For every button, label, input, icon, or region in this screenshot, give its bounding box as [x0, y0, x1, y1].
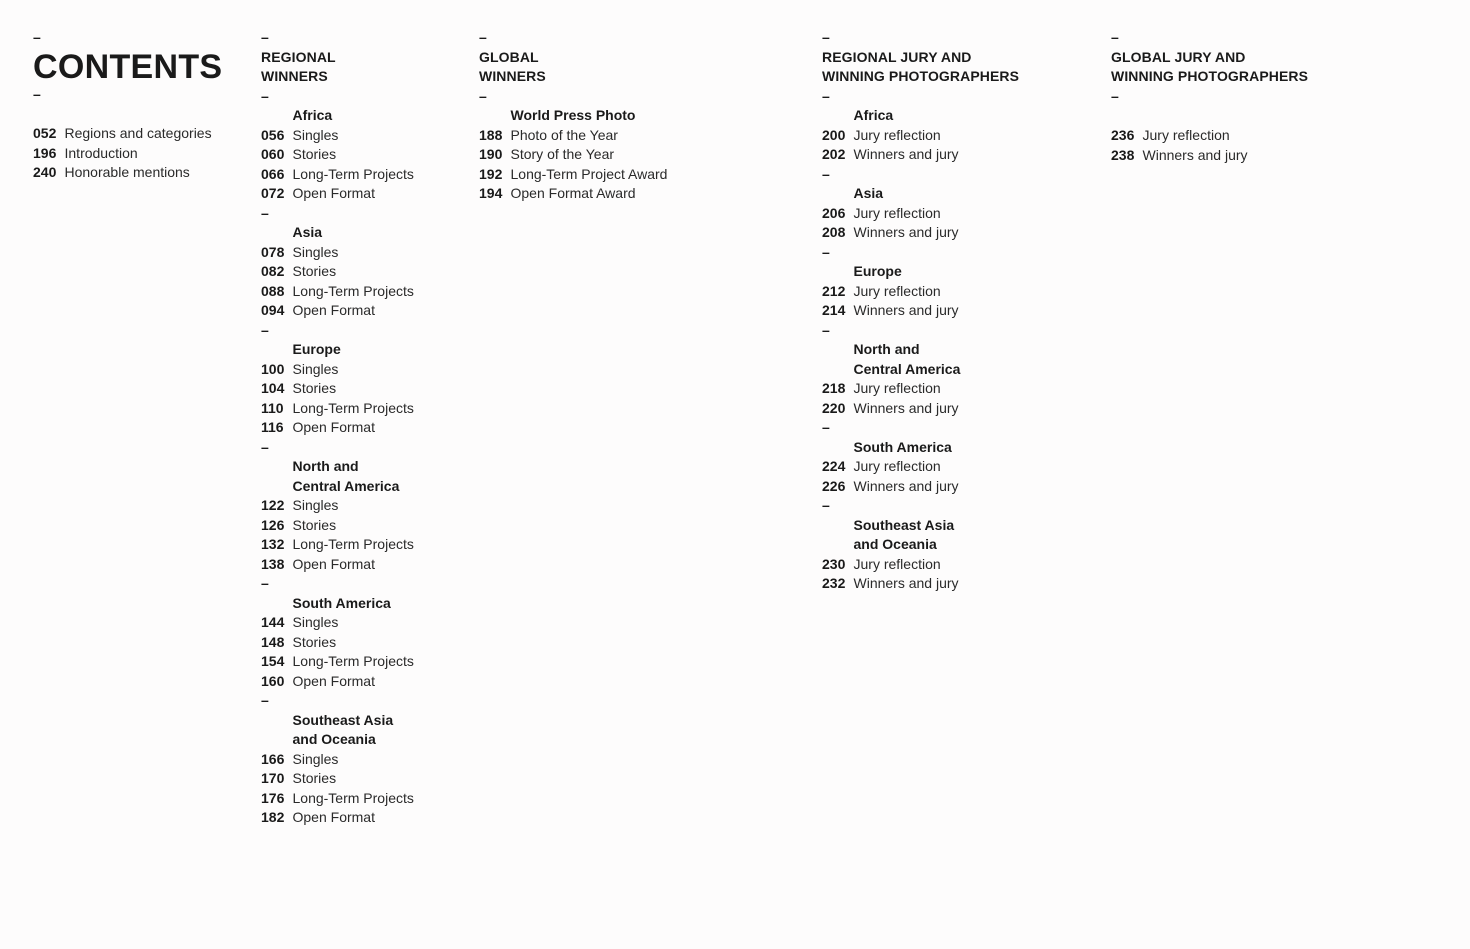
entry-label: Jury reflection — [853, 458, 941, 474]
region-title: Asia — [292, 224, 323, 240]
page-number: 192 — [479, 165, 503, 182]
toc-entry[interactable] — [1111, 126, 1411, 146]
entry-label: Regions and categories — [64, 125, 212, 141]
toc-entry[interactable] — [822, 301, 1092, 321]
entry-label: Open Format Award — [510, 185, 636, 201]
entry-label: Winners and jury — [853, 224, 959, 240]
toc-entry[interactable] — [822, 457, 1092, 477]
toc-entry[interactable] — [822, 555, 1092, 575]
toc-entry[interactable] — [822, 282, 1092, 302]
entry-label: Jury reflection — [853, 126, 941, 143]
entry-label: Jury reflection — [853, 380, 941, 396]
region-dash: – — [822, 321, 830, 338]
entry-label: Stories — [292, 633, 337, 650]
region-title: Southeast Asia and Oceania — [292, 711, 394, 747]
entry-label: Honorable mentions — [64, 164, 190, 180]
page-number: 214 — [822, 302, 846, 318]
toc-entry[interactable] — [261, 808, 471, 828]
toc-entry[interactable] — [33, 144, 248, 164]
entry-label: Stories — [292, 380, 337, 396]
toc-entry[interactable] — [261, 282, 471, 302]
entry-label: Singles — [292, 243, 339, 260]
entry-label: Winners and jury — [853, 399, 959, 416]
entry-label: Singles — [292, 750, 339, 767]
toc-entry[interactable] — [1111, 146, 1411, 166]
entry-label: Stories — [292, 516, 337, 533]
section-title: REGIONAL JURY AND WINNING PHOTOGRAPHERS — [822, 48, 1020, 84]
page-number: 132 — [261, 536, 285, 552]
page-number: 160 — [261, 672, 285, 689]
section-dash: – — [479, 29, 487, 45]
entry-label: Open Format — [292, 302, 375, 318]
global-winners-column — [479, 28, 799, 204]
entry-label: Winners and jury — [853, 477, 959, 494]
toc-entry[interactable] — [822, 145, 1092, 165]
page-number: 226 — [822, 477, 846, 494]
region-dash: – — [261, 204, 269, 221]
page-number: 200 — [822, 126, 846, 143]
region-dash: – — [261, 692, 269, 708]
toc-entry[interactable] — [261, 301, 471, 321]
toc-entry[interactable] — [479, 165, 799, 185]
title-dash: – — [33, 85, 41, 102]
toc-entry[interactable] — [479, 145, 799, 165]
entry-label: Long-Term Projects — [292, 165, 414, 182]
entry-label: Long-Term Projects — [292, 653, 414, 669]
toc-entry[interactable] — [261, 613, 471, 633]
entry-label: Long-Term Projects — [292, 536, 414, 552]
toc-entry[interactable] — [261, 535, 471, 555]
page-number: 202 — [822, 146, 846, 162]
page-number: 224 — [822, 458, 846, 474]
page-number: 212 — [822, 282, 846, 299]
region-title: World Press Photo — [510, 107, 636, 123]
region-title: Europe — [853, 263, 902, 279]
toc-entry[interactable] — [479, 184, 799, 204]
entry-label: Singles — [292, 614, 339, 630]
page-number: 194 — [479, 185, 503, 201]
page-number: 236 — [1111, 127, 1135, 143]
entry-label: Long-Term Projects — [292, 399, 414, 416]
page-number: 088 — [261, 282, 285, 299]
page-number: 104 — [261, 380, 285, 396]
page-number: 238 — [1111, 146, 1135, 163]
region-dash: – — [261, 87, 269, 104]
entry-label: Jury reflection — [853, 555, 941, 572]
page-number: 188 — [479, 126, 503, 143]
page-number: 218 — [822, 380, 846, 396]
page-number: 082 — [261, 263, 285, 279]
page-number: 056 — [261, 126, 285, 143]
region-title: Africa — [292, 107, 333, 123]
region-title: Southeast Asia and Oceania — [853, 516, 955, 552]
section-title: REGIONAL WINNERS — [261, 48, 336, 84]
section-title: GLOBAL WINNERS — [479, 48, 546, 84]
page-number: 206 — [822, 204, 846, 221]
entry-label: Winners and jury — [853, 146, 959, 162]
entry-label: Singles — [292, 497, 339, 513]
region-title: Europe — [292, 341, 341, 357]
toc-entry[interactable] — [261, 496, 471, 516]
toc-entry[interactable] — [822, 379, 1092, 399]
region-dash: – — [822, 419, 830, 435]
page-title: CONTENTS — [33, 47, 223, 86]
toc-entry[interactable] — [261, 418, 471, 438]
page-number: 176 — [261, 789, 285, 806]
regional-winners-column — [261, 28, 471, 828]
page-number: 196 — [33, 144, 57, 161]
top-dash: – — [33, 29, 41, 45]
region-title: South America — [292, 594, 391, 611]
entry-label: Winners and jury — [853, 302, 959, 318]
section-dash: – — [261, 29, 269, 45]
toc-entry[interactable] — [261, 243, 471, 263]
entry-label: Stories — [292, 146, 337, 162]
toc-entry[interactable] — [261, 633, 471, 653]
page-number: 144 — [261, 614, 285, 630]
entry-label: Long-Term Project Award — [510, 165, 668, 182]
global-jury-column — [1111, 28, 1411, 165]
toc-entry[interactable] — [33, 163, 248, 183]
page-number: 240 — [33, 164, 57, 180]
page-number: 182 — [261, 809, 285, 825]
toc-entry[interactable] — [261, 262, 471, 282]
toc-entry[interactable] — [33, 124, 248, 144]
page-number: 078 — [261, 243, 285, 260]
entry-label: Singles — [292, 126, 339, 143]
toc-entry[interactable] — [479, 126, 799, 146]
toc-entry[interactable] — [822, 126, 1092, 146]
toc-entry[interactable] — [261, 555, 471, 575]
toc-entry[interactable] — [822, 399, 1092, 419]
entry-label: Open Format — [292, 672, 375, 689]
page-number: 230 — [822, 555, 846, 572]
entry-label: Open Format — [292, 555, 375, 572]
section-dash: – — [822, 29, 830, 45]
page-number: 232 — [822, 575, 846, 591]
page-number: 100 — [261, 360, 285, 377]
page-number: 052 — [33, 125, 57, 141]
region-dash: – — [822, 497, 830, 513]
entry-label: Stories — [292, 770, 337, 786]
region-title: South America — [853, 438, 952, 455]
region-title: Asia — [853, 185, 884, 201]
entry-label: Jury reflection — [1142, 127, 1230, 143]
page-number: 122 — [261, 497, 285, 513]
entry-label: Long-Term Projects — [292, 789, 414, 806]
entry-label: Winners and jury — [853, 575, 959, 591]
region-dash: – — [261, 438, 269, 455]
entry-label: Singles — [292, 360, 339, 377]
page-number: 094 — [261, 302, 285, 318]
entry-label: Open Format — [292, 185, 375, 201]
page-number: 110 — [261, 399, 284, 416]
toc-entry[interactable] — [261, 789, 471, 809]
toc-entry[interactable] — [822, 204, 1092, 224]
page-number: 220 — [822, 399, 846, 416]
toc-entry[interactable] — [822, 574, 1092, 594]
region-dash: – — [261, 321, 269, 338]
toc-entry[interactable] — [261, 399, 471, 419]
contents-column — [33, 28, 248, 183]
entry-label: Photo of the Year — [510, 126, 618, 143]
section-dash: – — [1111, 29, 1119, 45]
region-dash: – — [822, 165, 830, 182]
entry-label: Jury reflection — [853, 282, 941, 299]
entry-label: Long-Term Projects — [292, 282, 414, 299]
region-dash: – — [822, 87, 830, 104]
section-title: GLOBAL JURY AND WINNING PHOTOGRAPHERS — [1111, 48, 1309, 84]
entry-label: Open Format — [292, 809, 375, 825]
page-number: 138 — [261, 555, 285, 572]
entry-label: Open Format — [292, 419, 375, 435]
toc-entry[interactable] — [261, 165, 471, 185]
toc-entry[interactable] — [261, 750, 471, 770]
toc-entry[interactable] — [261, 360, 471, 380]
contents-entry-list — [33, 124, 248, 183]
entry-label: Winners and jury — [1142, 146, 1248, 163]
region-title: Africa — [853, 107, 894, 123]
page-number: 166 — [261, 750, 285, 767]
toc-entry[interactable] — [822, 223, 1092, 243]
region-dash: – — [261, 575, 269, 591]
section-dash: – — [1111, 87, 1119, 104]
region-title: North and Central America — [292, 458, 400, 494]
page-number: 190 — [479, 146, 503, 162]
entry-label: Introduction — [64, 144, 138, 161]
toc-entry[interactable] — [261, 672, 471, 692]
page-number: 072 — [261, 185, 285, 201]
toc-entry[interactable] — [261, 652, 471, 672]
page-number: 170 — [261, 770, 285, 786]
page-number: 116 — [261, 419, 284, 435]
page-number: 060 — [261, 146, 285, 162]
spacer — [33, 104, 248, 124]
toc-entry[interactable] — [822, 477, 1092, 497]
page-number: 154 — [261, 653, 285, 669]
page-number: 126 — [261, 516, 285, 533]
toc-entry[interactable] — [261, 126, 471, 146]
toc-entry[interactable] — [261, 184, 471, 204]
regional-jury-column — [822, 28, 1092, 594]
toc-entry[interactable] — [261, 379, 471, 399]
toc-entry[interactable] — [261, 769, 471, 789]
region-dash: – — [479, 87, 487, 104]
region-title: North and Central America — [853, 341, 961, 377]
spacer — [1111, 106, 1411, 126]
entry-label: Stories — [292, 263, 337, 279]
region-dash: – — [822, 243, 830, 260]
page-number: 148 — [261, 633, 285, 650]
toc-entry[interactable] — [261, 516, 471, 536]
entry-label: Jury reflection — [853, 204, 941, 221]
page-number: 208 — [822, 224, 846, 240]
entry-label: Story of the Year — [510, 146, 615, 162]
toc-entry[interactable] — [261, 145, 471, 165]
page-number: 066 — [261, 165, 285, 182]
